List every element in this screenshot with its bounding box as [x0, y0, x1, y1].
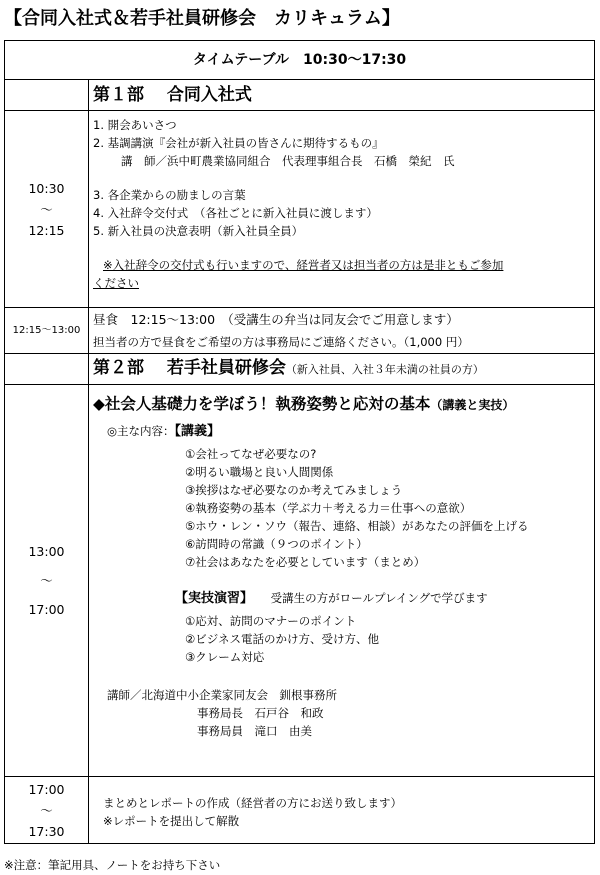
instructor: 講師／北海道中小企業家同友会 釧根事務所 [107, 688, 337, 702]
closing-time-start: 17:00 [28, 781, 65, 797]
part2-contents-line [93, 422, 590, 441]
lunch-row [5, 308, 595, 354]
part1-item: 3. 各企業からの励ましの言葉 [93, 188, 246, 202]
closing-line1: まとめとレポートの作成（経営者の方にお送り致します） [103, 795, 402, 810]
part1-item: 4. 入社辞令交付式 （各社ごとに新入社員に渡します） [93, 206, 378, 220]
part2-content [89, 385, 595, 777]
lecture-item: ⑤ホウ・レン・ソウ（報告、連絡、相談）があなたの評価を上げる [185, 519, 529, 533]
part1-note-cont: ください [93, 276, 139, 290]
spacer [93, 666, 590, 686]
part2-heading-row [5, 354, 595, 385]
closing-time-cell [5, 777, 89, 844]
practice-label: 【実技演習】 [175, 591, 254, 606]
part1-note: ※入社辞令の交付式も行いますので、経営者又は担当者の方は是非ともご参加 [103, 258, 504, 272]
staff-member: 事務局員 滝口 由美 [197, 724, 312, 738]
part1-item: 5. 新入社員の決意表明（新入社員全員） [93, 224, 304, 238]
lecture-item: ⑥訪問時の常識（９つのポイント） [185, 537, 368, 551]
part2-heading-cell [89, 354, 595, 385]
part1-time-cell [5, 111, 89, 308]
part1-heading-cell [89, 80, 595, 111]
lunch-content [89, 308, 595, 354]
lecture-item: ②明るい職場と良い人間関係 [185, 465, 334, 479]
part2-main-heading [93, 395, 590, 414]
part2-row [5, 385, 595, 777]
curriculum-table [4, 40, 595, 844]
closing-content [89, 777, 595, 844]
lunch-time: 12:15～13:00 [5, 308, 89, 354]
lecture-item: ④執務姿勢の基本（学ぶ力＋考える力＝仕事への意欲） [185, 501, 472, 515]
part2-heading: 第２部 若手社員研修会 [93, 358, 286, 378]
timetable-header: タイムテーブル 10:30～17:30 [5, 41, 595, 80]
closing-time-end: 17:30 [28, 823, 65, 839]
part2-time-cell [5, 385, 89, 777]
closing-row [5, 777, 595, 844]
page-title: 【合同入社式＆若手社員研修会 カリキュラム】 [4, 8, 400, 29]
lunch-line1: 昼食 12:15～13:00 （受講生の弁当は同友会でご用意します） [93, 312, 459, 327]
part2-heading-time-cell [5, 354, 89, 385]
lecture-item: ①会社ってなぜ必要なの? [185, 447, 317, 461]
part2-main-heading-note: （講義と実技） [430, 398, 515, 412]
staff-member: 事務局長 石戸谷 和政 [197, 706, 324, 720]
part1-content [89, 111, 595, 308]
practice-item: ③クレーム対応 [185, 650, 265, 664]
closing-line2: ※レポートを提出して解散 [103, 813, 240, 828]
part1-time-end: 12:15 [28, 222, 65, 238]
practice-line [93, 589, 590, 608]
part2-heading-note: （新入社員、入社３年未満の社員の方） [285, 363, 484, 376]
lecture-item: ⑦社会はあなたを必要としています（まとめ） [185, 555, 426, 569]
lunch-line2: 担当者の方で昼食をご希望の方は事務局にご連絡ください。（1,000 円） [93, 335, 469, 349]
part1-heading: 第１部 合同入社式 [93, 84, 252, 105]
part2-main-heading-text: ◆社会人基礎力を学ぼう！執務姿勢と応対の基本 [93, 395, 431, 413]
timetable-header-row [5, 41, 595, 80]
part2-time-end: 17:00 [28, 602, 65, 617]
part1-row [5, 111, 595, 308]
part2-time-sep: ～ [40, 573, 53, 588]
closing-time-sep: ～ [40, 802, 53, 818]
practice-item: ②ビジネス電話のかけ方、受け方、他 [185, 632, 379, 646]
footer-note: ※注意：筆記用具、ノートをお持ち下さい [4, 858, 221, 872]
practice-desc: 受講生の方がロールプレイングで学びます [270, 591, 488, 605]
part1-time-sep: ～ [40, 201, 53, 217]
part1-lecturer: 講 師／浜中町農業協同組合 代表理事組合長 石橋 榮紀 氏 [121, 154, 455, 168]
spacer [93, 571, 590, 589]
part1-heading-row [5, 80, 595, 111]
part1-heading-time-cell [5, 80, 89, 111]
spacer [93, 170, 590, 186]
practice-item: ①応対、訪問のマナーのポイント [185, 614, 357, 628]
spacer [93, 240, 590, 256]
lecture-item: ③挨拶はなぜ必要なのか考えてみましょう [185, 483, 403, 497]
part2-time-start: 13:00 [28, 544, 65, 559]
part1-item: 1. 開会あいさつ [93, 118, 177, 132]
part1-item: 2. 基調講演『会社が新入社員の皆さんに期待するもの』 [93, 136, 384, 150]
lecture-label: 【講義】 [174, 424, 221, 439]
contents-label: ◎主な内容： [107, 424, 175, 438]
part1-time-start: 10:30 [28, 180, 65, 196]
